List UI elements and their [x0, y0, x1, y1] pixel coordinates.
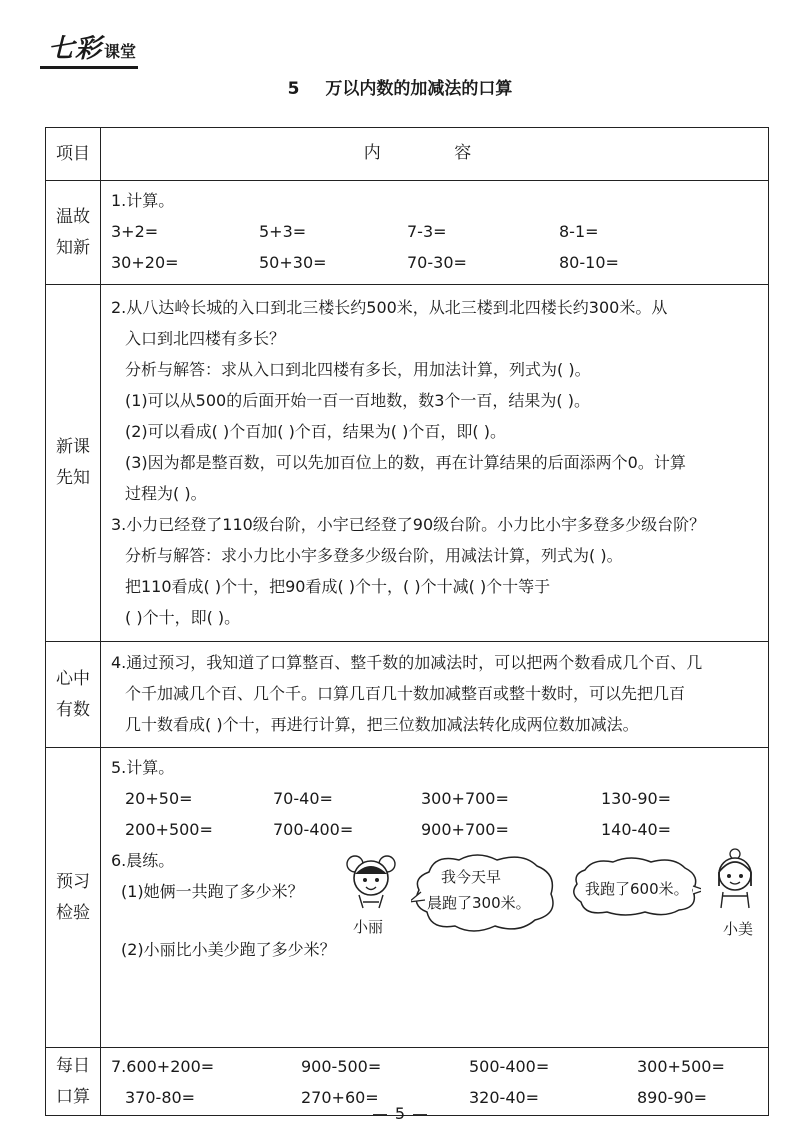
- text-line: 几十数看成( )个十，再进行计算，把三位数加减法转化成两位数加减法。: [125, 715, 639, 734]
- question-title: 1.计算。: [111, 191, 175, 210]
- calc-item: 900+700=: [421, 820, 509, 839]
- section-content-review: [101, 181, 769, 285]
- calc-row: [111, 783, 758, 814]
- text-line: 入口到北四楼有多长？: [125, 328, 286, 348]
- section-label-new-lesson: [46, 285, 101, 642]
- label-line: 有数: [56, 699, 90, 720]
- calc-item: 50+30=: [259, 253, 327, 272]
- text-line: 2.从八达岭长城的入口到北三楼长约500米，从北三楼到北四楼长约300米。从: [111, 297, 668, 317]
- section-label-preview: [46, 748, 101, 1048]
- brand-main-text: 七彩: [48, 34, 103, 64]
- label-line: 知新: [56, 237, 90, 258]
- page-title: [0, 74, 800, 99]
- calc-row: [111, 247, 758, 278]
- morning-run-scene: [111, 868, 758, 996]
- calc-item: 20+50=: [125, 789, 193, 808]
- brand-logo: [48, 28, 136, 65]
- calc-item: 320-40=: [469, 1087, 540, 1107]
- text-line: ( )个十，即( )。: [125, 607, 241, 627]
- girl2-name: 小美: [723, 920, 754, 938]
- table-header-row: [46, 128, 769, 181]
- calc-item: 30+20=: [111, 253, 179, 272]
- section-new-lesson: [46, 285, 769, 642]
- label-line: 每日: [56, 1055, 90, 1076]
- footer-dash: [373, 1114, 387, 1115]
- brand-underline: [40, 66, 138, 69]
- calc-item: 3+2=: [111, 222, 159, 241]
- calc-item: 70-30=: [407, 253, 467, 272]
- girl-xiaoli-illustration: [341, 850, 401, 910]
- section-preview: [46, 748, 769, 1048]
- section-review: [46, 181, 769, 285]
- text-line: 4.通过预习，我知道了口算整百、整千数的加减法时，可以把两个数看成几个百、几: [111, 653, 703, 672]
- section-mind: [46, 642, 769, 748]
- calc-item: 300+700=: [421, 789, 509, 808]
- section-content-preview: [101, 748, 769, 1048]
- label-line: 新课: [56, 437, 90, 457]
- calc-item: 7-3=: [407, 222, 447, 241]
- calc-item: 370-80=: [125, 1087, 196, 1107]
- section-content-mind: [101, 642, 769, 748]
- bubble2-text: 我跑了600米。: [585, 880, 689, 898]
- question-part: (2)小丽比小美少跑了多少米？: [121, 940, 336, 959]
- label-line: 先知: [56, 468, 90, 488]
- calc-item: 80-10=: [559, 253, 619, 272]
- calc-item: 500-400=: [469, 1056, 550, 1076]
- calc-item: 700-400=: [273, 820, 354, 839]
- footer-dash: [413, 1114, 427, 1115]
- text-line: 过程为( )。: [125, 483, 207, 503]
- calc-item: 140-40=: [601, 820, 672, 839]
- bubble1-line1: 我今天早: [441, 868, 502, 886]
- text-line: 把110看成( )个十，把90看成( )个十，( )个十减( )个十等于: [125, 576, 551, 596]
- girl-xiaomei-illustration: [705, 846, 765, 910]
- lesson-title: 万以内数的加减法的口算: [325, 79, 513, 99]
- label-line: 检验: [56, 902, 90, 923]
- page-footer: [0, 1104, 800, 1123]
- calc-item: 7.600+200=: [111, 1056, 215, 1076]
- text-line: (3)因为都是整百数，可以先加百位上的数，再在计算结果的后面添两个0。计算: [125, 452, 686, 472]
- question-title: 5.计算。: [111, 758, 175, 777]
- page-number: 5: [394, 1104, 406, 1123]
- calc-row: [111, 1051, 758, 1082]
- calc-row: [111, 216, 758, 247]
- calc-item: 300+500=: [637, 1056, 725, 1076]
- label-line: 预习: [56, 871, 90, 892]
- text-line: 分析与解答：求从入口到北四楼有多长，用加法计算，列式为( )。: [125, 359, 591, 379]
- girl1-name: 小丽: [353, 918, 384, 936]
- section-label-review: [46, 181, 101, 285]
- label-line: 口算: [56, 1086, 90, 1107]
- calc-item: 900-500=: [301, 1056, 382, 1076]
- brand-sub-text: 课堂: [104, 42, 137, 61]
- header-item-cell: 项目: [46, 128, 101, 181]
- text-line: 3.小力已经登了110级台阶，小宇已经登了90级台阶。小力比小宇多登多少级台阶？: [111, 514, 706, 534]
- lesson-number: 5: [287, 79, 300, 99]
- calc-row: [111, 814, 758, 845]
- calc-item: 130-90=: [601, 789, 672, 808]
- header-content-cell: 内 容: [101, 128, 769, 181]
- label-line: 温故: [56, 206, 90, 227]
- text-line: (2)可以看成( )个百加( )个百，结果为( )个百，即( )。: [125, 421, 506, 441]
- question-part: (1)她俩一共跑了多少米？: [121, 882, 304, 901]
- text-line: 个千加减几个百、几个千。口算几百几十数加减整百或整十数时，可以先把几百: [125, 684, 686, 703]
- calc-item: 270+60=: [301, 1087, 379, 1107]
- worksheet-table: [45, 127, 769, 1116]
- calc-item: 890-90=: [637, 1087, 708, 1107]
- text-line: (1)可以从500的后面开始一百一百地数，数3个一百，结果为( )。: [125, 390, 590, 410]
- calc-item: 5+3=: [259, 222, 307, 241]
- label-line: 心中: [56, 668, 90, 689]
- calc-item: 200+500=: [125, 820, 213, 839]
- text-line: 分析与解答：求小力比小宇多登多少级台阶，用减法计算，列式为( )。: [125, 545, 623, 565]
- calc-item: 70-40=: [273, 789, 333, 808]
- section-content-new-lesson: [101, 285, 769, 642]
- calc-item: 8-1=: [559, 222, 599, 241]
- section-label-mind: [46, 642, 101, 748]
- question-title: 6.晨练。: [111, 851, 175, 870]
- bubble1-line2: 晨跑了300米。: [427, 894, 531, 912]
